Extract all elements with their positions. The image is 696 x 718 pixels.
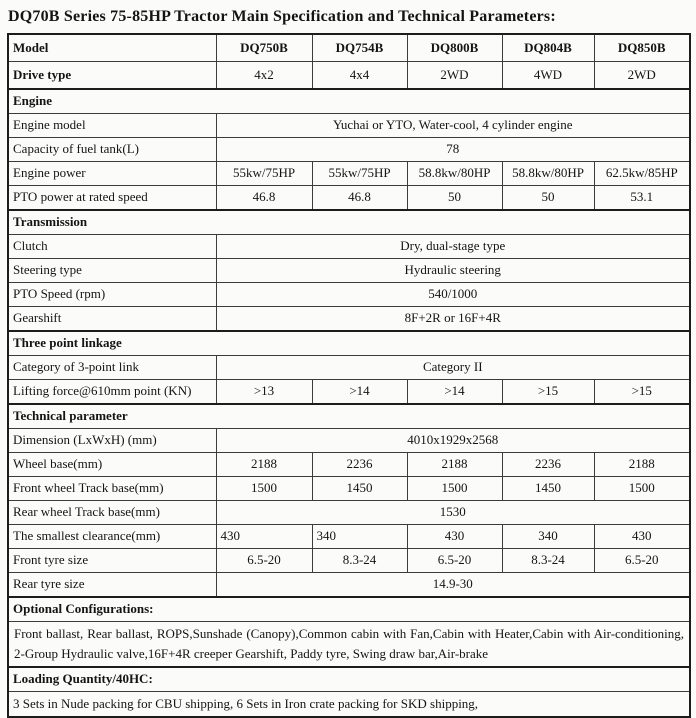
table-row-pto-power [8, 186, 690, 211]
loading-quantity-text: 3 Sets in Nude packing for CBU shipping, 6 Sets in Iron crate packing for SKD shipping, [8, 692, 690, 718]
row-label: Rear tyre size [8, 573, 216, 598]
model-name: DQ750B [216, 34, 312, 62]
spec-value: 1450 [312, 477, 407, 501]
spec-value: 62.5kw/85HP [594, 162, 690, 186]
section-header: Optional Configurations: [8, 597, 690, 622]
spec-value: 4x2 [216, 62, 312, 90]
table-row-wheel-base [8, 453, 690, 477]
page-title: DQ70B Series 75-85HP Tractor Main Specification and Technical Parameters: [8, 8, 556, 25]
model-name: DQ800B [407, 34, 502, 62]
spec-table [7, 33, 691, 718]
spec-value: Dry, dual-stage type [216, 235, 690, 259]
spec-value: 55kw/75HP [216, 162, 312, 186]
spec-value: 55kw/75HP [312, 162, 407, 186]
spec-value: 4WD [502, 62, 594, 90]
spec-value: 2WD [594, 62, 690, 90]
section-row-transmission [8, 210, 690, 235]
spec-value: >14 [407, 380, 502, 405]
table-row-fuel-tank [8, 138, 690, 162]
row-label: Drive type [8, 62, 216, 90]
spec-value: Hydraulic steering [216, 259, 690, 283]
section-header: Transmission [8, 210, 690, 235]
spec-value: Category II [216, 356, 690, 380]
spec-value: 340 [312, 525, 407, 549]
table-row-dimension [8, 429, 690, 453]
row-label: Engine model [8, 114, 216, 138]
spec-value: >15 [502, 380, 594, 405]
spec-value: 6.5-20 [594, 549, 690, 573]
table-row-loading-quantity-text [8, 692, 690, 718]
spec-value: 14.9-30 [216, 573, 690, 598]
table-row-3point-category [8, 356, 690, 380]
spec-value: 8F+2R or 16F+4R [216, 307, 690, 332]
table-row-gearshift [8, 307, 690, 332]
table-row-clutch [8, 235, 690, 259]
spec-value: 6.5-20 [407, 549, 502, 573]
section-row-three-point-linkage [8, 331, 690, 356]
table-row-rear-track-base [8, 501, 690, 525]
spec-value: 58.8kw/80HP [407, 162, 502, 186]
spec-value: 4x4 [312, 62, 407, 90]
spec-value: 2236 [502, 453, 594, 477]
spec-value: 58.8kw/80HP [502, 162, 594, 186]
spec-value: 340 [502, 525, 594, 549]
spec-value: Yuchai or YTO, Water-cool, 4 cylinder engine [216, 114, 690, 138]
row-label: Wheel base(mm) [8, 453, 216, 477]
spec-value: 1450 [502, 477, 594, 501]
table-row-lifting-force [8, 380, 690, 405]
section-row-engine [8, 89, 690, 114]
spec-value: 2188 [594, 453, 690, 477]
spec-value: 2188 [216, 453, 312, 477]
row-label: Engine power [8, 162, 216, 186]
row-label: Lifting force@610mm point (KN) [8, 380, 216, 405]
section-header: Three point linkage [8, 331, 690, 356]
table-row-front-tyre [8, 549, 690, 573]
row-label: Front wheel Track base(mm) [8, 477, 216, 501]
spec-value: 46.8 [216, 186, 312, 211]
spec-value: 2WD [407, 62, 502, 90]
section-row-technical-parameter [8, 404, 690, 429]
table-row-front-track-base [8, 477, 690, 501]
row-label: Category of 3-point link [8, 356, 216, 380]
table-row-engine-model [8, 114, 690, 138]
spec-value: 1500 [407, 477, 502, 501]
spec-value: 8.3-24 [312, 549, 407, 573]
row-label: Dimension (LxWxH) (mm) [8, 429, 216, 453]
section-header: Engine [8, 89, 690, 114]
row-label: Capacity of fuel tank(L) [8, 138, 216, 162]
table-row-drive-type [8, 62, 690, 90]
section-row-optional-configurations [8, 597, 690, 622]
spec-value: 53.1 [594, 186, 690, 211]
table-row-smallest-clearance [8, 525, 690, 549]
model-name: DQ804B [502, 34, 594, 62]
spec-value: 430 [594, 525, 690, 549]
spec-value: 1500 [594, 477, 690, 501]
row-label: The smallest clearance(mm) [8, 525, 216, 549]
spec-value: 4010x1929x2568 [216, 429, 690, 453]
spec-value: 430 [407, 525, 502, 549]
spec-value: 1530 [216, 501, 690, 525]
spec-value: >15 [594, 380, 690, 405]
table-row-model [8, 34, 690, 62]
optional-configurations-text: Front ballast, Rear ballast, ROPS,Sunshade (Canopy),Common cabin with Fan,Cabin with Heater,Cabin with Air-conditioning, 2-Group Hydraulic valve,16F+4R creeper Gearshift, Paddy tyre, Swing draw bar,Air-brake [8, 622, 690, 668]
model-name: DQ850B [594, 34, 690, 62]
row-label: Gearshift [8, 307, 216, 332]
table-row-steering [8, 259, 690, 283]
row-label: PTO Speed (rpm) [8, 283, 216, 307]
spec-value: 2236 [312, 453, 407, 477]
row-label: Clutch [8, 235, 216, 259]
spec-value: 540/1000 [216, 283, 690, 307]
table-row-rear-tyre [8, 573, 690, 598]
spec-value: 50 [502, 186, 594, 211]
spec-value: 50 [407, 186, 502, 211]
spec-value: 6.5-20 [216, 549, 312, 573]
section-header: Loading Quantity/40HC: [8, 667, 690, 692]
spec-value: 430 [216, 525, 312, 549]
spec-value: 1500 [216, 477, 312, 501]
spec-value: >13 [216, 380, 312, 405]
table-row-optional-configurations-text [8, 622, 690, 668]
row-label: PTO power at rated speed [8, 186, 216, 211]
table-row-engine-power [8, 162, 690, 186]
spec-value: >14 [312, 380, 407, 405]
spec-value: 2188 [407, 453, 502, 477]
row-label: Rear wheel Track base(mm) [8, 501, 216, 525]
row-label: Steering type [8, 259, 216, 283]
spec-value: 46.8 [312, 186, 407, 211]
table-row-pto-speed [8, 283, 690, 307]
row-label: Model [8, 34, 216, 62]
model-name: DQ754B [312, 34, 407, 62]
row-label: Front tyre size [8, 549, 216, 573]
spec-value: 78 [216, 138, 690, 162]
section-row-loading-quantity [8, 667, 690, 692]
section-header: Technical parameter [8, 404, 690, 429]
spec-value: 8.3-24 [502, 549, 594, 573]
